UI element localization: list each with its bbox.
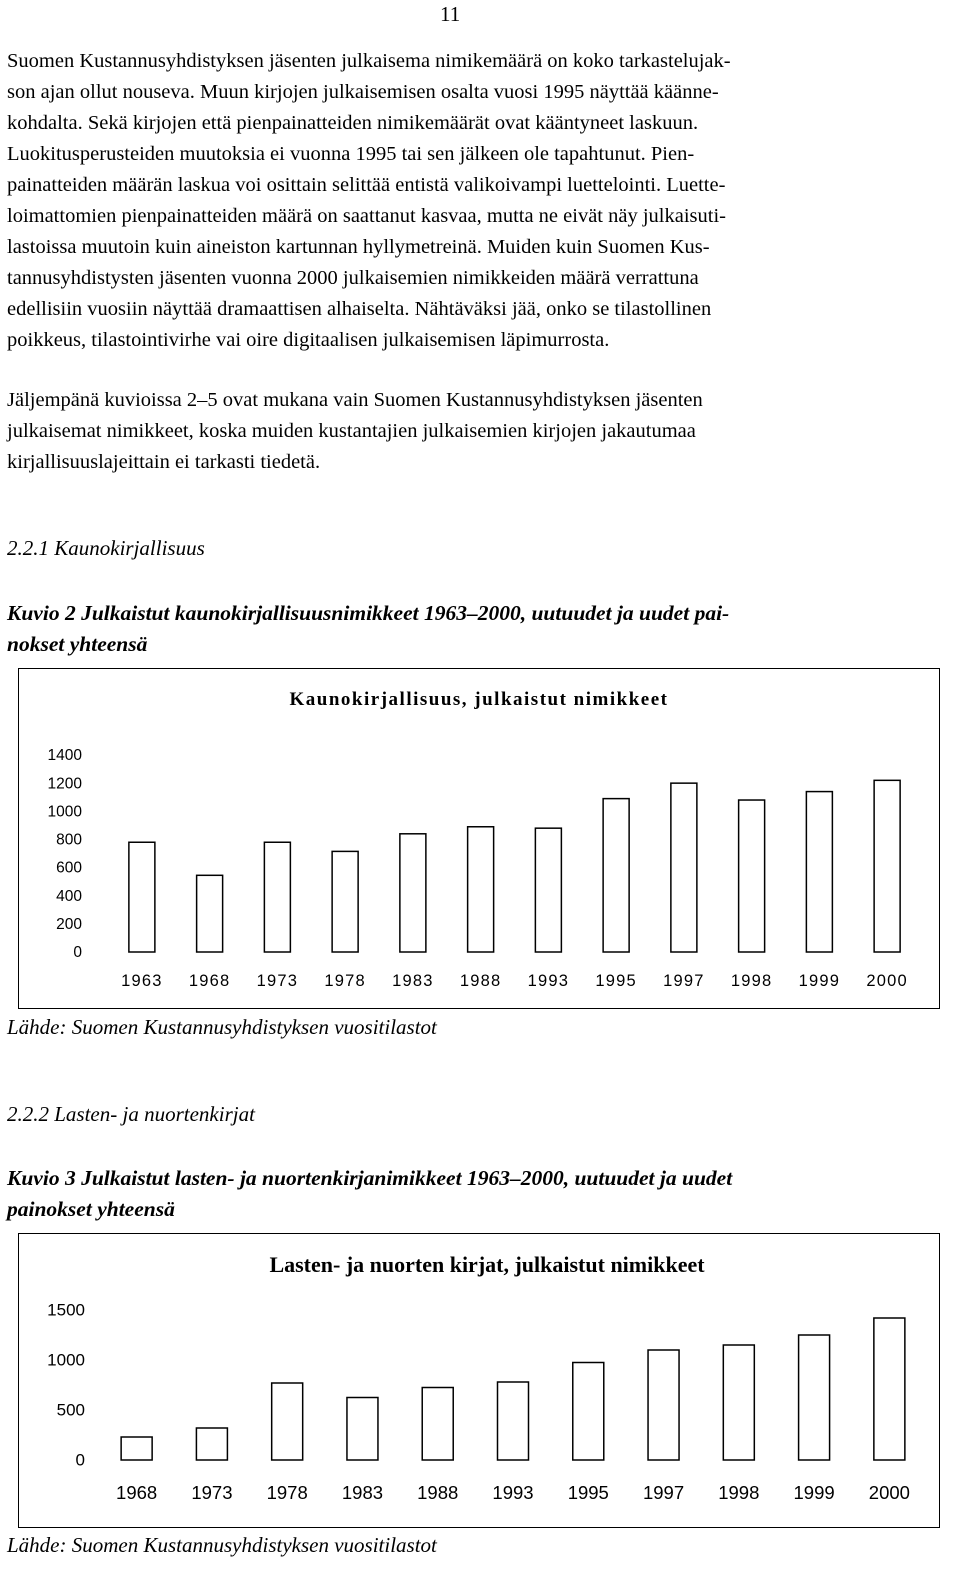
bar [468,827,494,952]
chart-container-1 [18,668,940,1009]
x-tick-label: 1983 [341,1482,384,1503]
x-tick-label: 2000 [866,972,908,990]
bar [671,783,697,952]
x-tick-label: 1973 [256,972,299,990]
y-tick-label: 800 [56,831,82,849]
y-tick-label: 0 [75,1450,85,1470]
source-note-1: Lähde: Suomen Kustannusyhdistyksen vuositilastot [7,1015,437,1039]
text-line: Luokitusperusteiden muutoksia ei vuonna 1995 tai sen jälkeen ole tapahtunut. Pien- [7,143,695,165]
bar [739,800,765,952]
y-tick-label: 1000 [47,1350,85,1370]
x-tick-label: 1968 [188,972,231,990]
text-line: Suomen Kustannusyhdistyksen jäsenten julkaisema nimikemäärä on koko tarkastelujak- [7,50,731,72]
bar [535,828,561,952]
chart-title: Kaunokirjallisuus, julkaistut nimikkeet [289,689,669,710]
paragraph-1 [7,46,953,356]
x-tick-label: 1997 [642,1482,685,1503]
bar [121,1437,152,1460]
text-line: lastoissa muutoin kuin aineiston kartunnan hyllymetreinä. Muiden kuin Suomen Kus- [7,236,710,258]
source-note-2: Lähde: Suomen Kustannusyhdistyksen vuositilastot [7,1533,437,1557]
y-tick-label: 200 [56,916,82,934]
chart-container-2 [18,1233,940,1528]
caption-line: Kuvio 3 Julkaistut lasten- ja nuortenkirjanimikkeet 1963–2000, uutuudet ja uudet [7,1166,733,1190]
bar [874,1318,905,1460]
text-line: edellisiin vuosiin näyttää dramaattisen alhaiselta. Nähtäväksi jää, onko se tilastollinen [7,298,712,320]
text-line: painatteiden määrän laskua voi osittain selittää entistä valikoivampi luettelointi. Luette- [7,174,726,196]
bar [196,1428,227,1460]
x-tick-label: 1988 [459,972,502,990]
text-line: kohdalta. Sekä kirjojen että pienpainatteiden nimikemäärät ovat kääntyneet laskuun. [7,112,699,134]
x-tick-label: 1997 [663,972,705,990]
y-tick-label: 500 [56,1400,85,1420]
chart-2 [19,1234,938,1526]
x-tick-label: 1988 [417,1482,459,1503]
bar [573,1363,604,1461]
bar [603,799,629,952]
bar [272,1383,303,1460]
text-line: tannusyhdistysten jäsenten vuonna 2000 julkaisemien nimikkeiden määrä verrattuna [7,267,699,289]
y-tick-label: 0 [73,944,82,962]
x-tick-label: 1993 [527,972,570,990]
caption-line: painokset yhteensä [7,1197,175,1221]
bar [874,780,900,952]
caption-line: Kuvio 2 Julkaistut kaunokirjallisuusnimikkeet 1963–2000, uutuudet ja uudet pai- [7,601,730,625]
x-tick-label: 1998 [730,972,773,990]
x-tick-label: 1978 [266,1482,308,1503]
bar [197,875,223,952]
y-tick-label: 1400 [47,747,82,765]
bar [332,851,358,952]
text-line: loimattomien pienpainatteiden määrä on saattanut kasvaa, mutta ne eivät näy julkaisuti- [7,205,726,227]
bar [400,834,426,952]
y-tick-label: 1200 [47,775,82,793]
y-tick-label: 400 [56,887,82,905]
chart-1 [19,669,938,1007]
text-line: son ajan ollut nouseva. Muun kirjojen julkaisemisen osalta vuosi 1995 näyttää käänne- [7,81,719,103]
text-line: kirjallisuuslajeittain ei tarkasti tiedetä. [7,451,321,473]
y-tick-label: 1000 [47,803,82,821]
x-tick-label: 1995 [595,972,637,990]
x-tick-label: 1995 [567,1482,609,1503]
page-number: 11 [440,2,461,26]
y-tick-label: 600 [56,859,82,877]
bar [799,1335,830,1460]
text-line: poikkeus, tilastointivirhe vai oire digitaalisen julkaisemisen läpimurrosta. [7,329,610,351]
y-tick-label: 1500 [47,1300,85,1320]
x-tick-label: 1999 [798,972,841,990]
bar [806,792,832,952]
bar [498,1382,529,1460]
bar [347,1398,378,1461]
x-tick-label: 2000 [868,1482,910,1503]
x-tick-label: 1999 [793,1482,835,1503]
chart-title: Lasten- ja nuorten kirjat, julkaistut nimikkeet [269,1252,705,1277]
x-tick-label: 1968 [116,1482,158,1503]
bar [422,1388,453,1461]
text-line: Jäljempänä kuvioissa 2–5 ovat mukana vain Suomen Kustannusyhdistyksen jäsenten [7,389,703,411]
bar [129,842,155,952]
x-tick-label: 1993 [492,1482,534,1503]
text-line: julkaisemat nimikkeet, koska muiden kustantajien julkaisemien kirjojen jakautumaa [7,420,696,442]
figure-caption-3 [7,1163,953,1225]
caption-line: nokset yhteensä [7,632,148,656]
x-tick-label: 1983 [392,972,434,990]
section-heading-lasten-nuortenkirjat: 2.2.2 Lasten- ja nuortenkirjat [7,1102,255,1126]
x-tick-label: 1998 [718,1482,760,1503]
x-tick-label: 1978 [324,972,366,990]
paragraph-2 [7,385,953,478]
section-heading-kaunokirjallisuus: 2.2.1 Kaunokirjallisuus [7,536,205,560]
bar [264,842,290,952]
x-tick-label: 1973 [191,1482,233,1503]
bar [723,1345,754,1460]
x-tick-label: 1963 [121,972,163,990]
bar [648,1350,679,1460]
figure-caption-2 [7,598,953,660]
